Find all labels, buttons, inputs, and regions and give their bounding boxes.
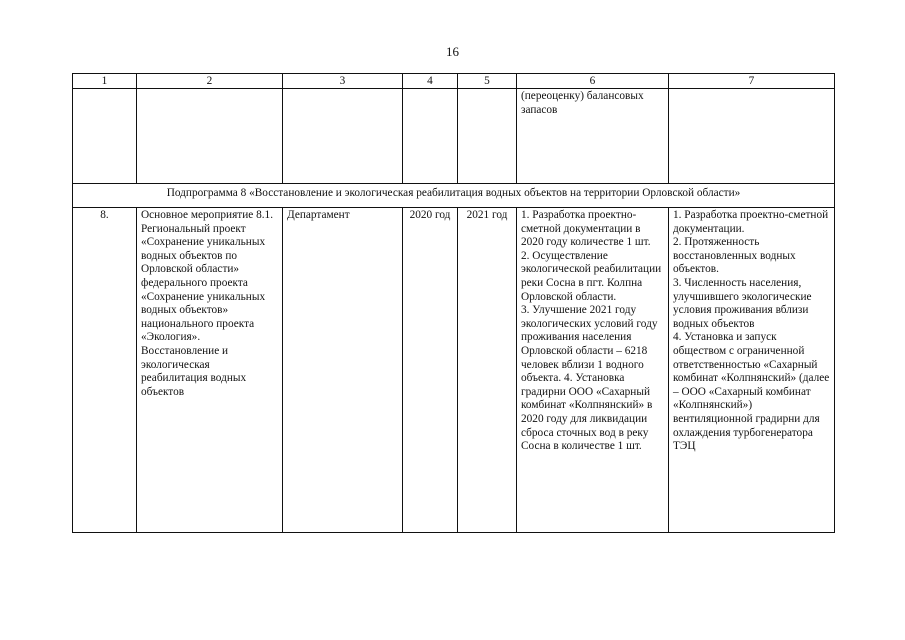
start-year: 2020 год <box>403 208 458 533</box>
result-item: 2. Осуществление экологической реабилитации реки Сосна в пгт. Колпна Орловской области. <box>521 249 662 303</box>
continuation-row <box>73 89 835 184</box>
cont-cell-2 <box>137 89 283 184</box>
results-cell <box>517 208 669 533</box>
result-item: 3. Улучшение 2021 году экологических условий году проживания населения Орловской области – 6218 человек вблизи 1 водного объекта. 4. Установка градирни ООО «Сахарный комбинат «Колпнянский» в 2020 году для ликвидации сброса сточных вод в реку Сосна в количестве 1 шт. <box>521 304 658 453</box>
row-number: 8. <box>73 208 137 533</box>
page-number: 16 <box>446 44 459 59</box>
column-number-7: 7 <box>669 74 835 89</box>
result-item: 1. Разработка проектно-сметной документации в 2020 году количестве 1 шт. <box>521 209 651 249</box>
cont-cell-5 <box>458 89 517 184</box>
cont-cell-1 <box>73 89 137 184</box>
end-year: 2021 год <box>458 208 517 533</box>
column-number-2: 2 <box>137 74 283 89</box>
program-table <box>72 73 835 533</box>
indicators-cell <box>669 208 835 533</box>
column-number-row <box>73 74 835 89</box>
indicator-item: 3. Численность населения, улучшившего экологические условия проживания вблизи водных объектов <box>673 276 812 330</box>
indicator-item: 4. Установка и запуск обществом с ограниченной ответственностью «Сахарный комбинат «Колпнянский» (далее – ООО «Сахарный комбинат «Колпнянский») вентиляционной градирни для охлаждения турбогенератора ТЭЦ <box>673 331 830 453</box>
cont-cell-4 <box>403 89 458 184</box>
column-number-1: 1 <box>73 74 137 89</box>
indicator-item: 2. Протяженность восстановленных водных объектов. <box>673 236 796 276</box>
activity-description: Основное мероприятие 8.1. Региональный проект «Сохранение уникальных водных объектов по Орловской области» федерального проекта «Сохранение уникальных водных объектов» национального проекта «Экология». Восстановление и экологическая реабилитация водных объектов <box>137 208 283 533</box>
column-number-6: 6 <box>517 74 669 89</box>
column-number-4: 4 <box>403 74 458 89</box>
indicator-item: 1. Разработка проектно-сметной документации. <box>673 209 829 235</box>
activity-row <box>73 208 835 533</box>
executor-cell: Департамент <box>283 208 403 533</box>
column-number-5: 5 <box>458 74 517 89</box>
cont-cell-6: (переоценку) балансовых запасов <box>517 89 669 184</box>
subprogram-title: Подпрограмма 8 «Восстановление и экологическая реабилитация водных объектов на территории Орловской области» <box>73 184 835 208</box>
column-number-3: 3 <box>283 74 403 89</box>
cont-cell-7 <box>669 89 835 184</box>
subprogram-row <box>73 184 835 208</box>
cont-cell-3 <box>283 89 403 184</box>
